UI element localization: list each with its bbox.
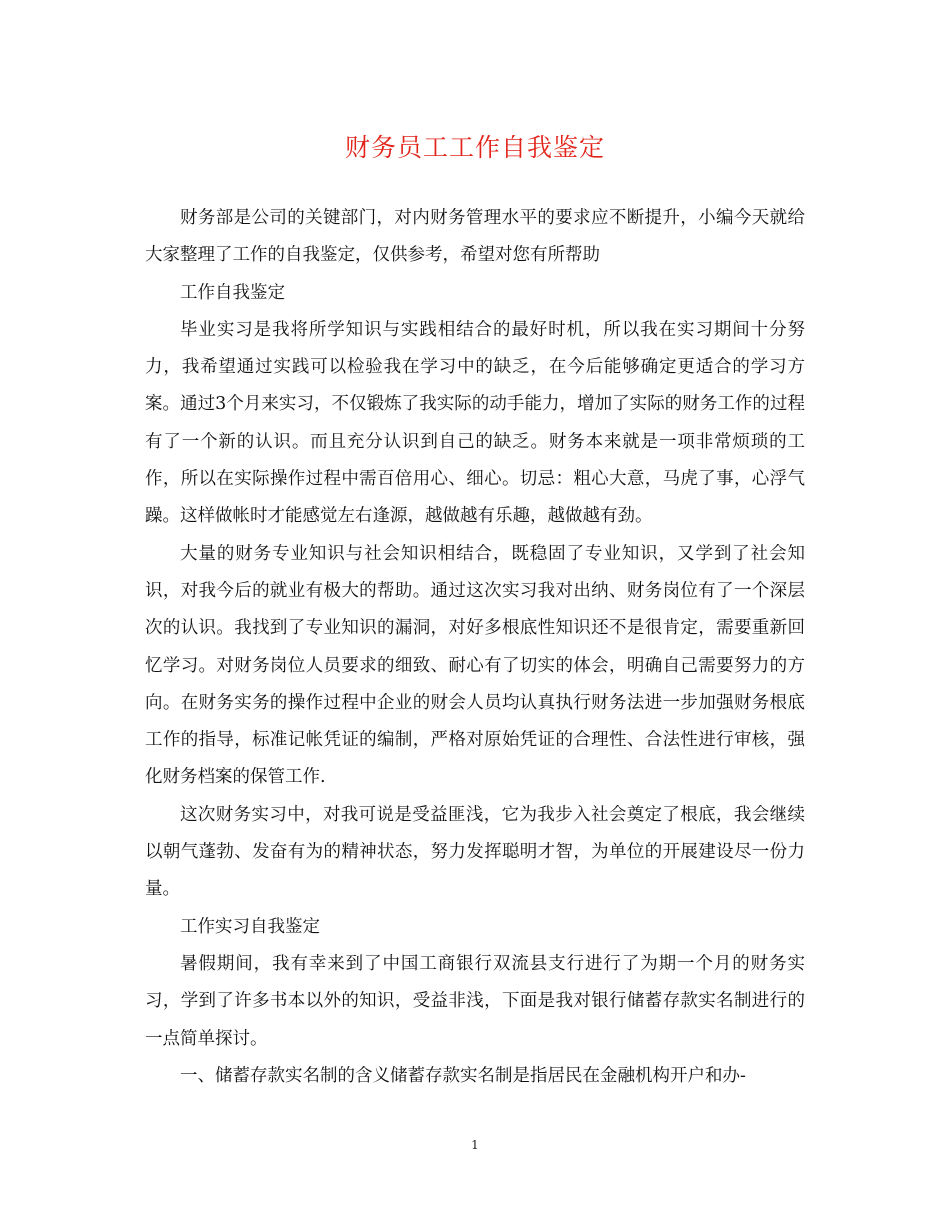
section-heading-internship-self-assessment: 工作实习自我鉴定 — [180, 916, 320, 937]
body-paragraph: 大量的财务专业知识与社会知识相结合，既稳固了专业知识，又学到了社会知识，对我今后的就业有极大的帮助。通过这次实习我对出纳、财务岗位有了一个深层次的认识。我找到了专业知识的漏洞，对好多根底性知识还不是很肯定，需要重新回忆学习。对财务岗位人员要求的细致、耐心有了切实的体会，明确自己需要努力的方向。在财务实务的操作过程中企业的财会人员均认真执行财务法进一步加强财务根底工作的指导，标准记帐凭证的编制，严格对原始凭证的合理性、合法性进行审核，强化财务档案的保管工作. — [145, 543, 805, 788]
body-paragraph: 这次财务实习中，对我可说是受益匪浅，它为我步入社会奠定了根底，我会继续以朝气蓬勃、发奋有为的精神状态，努力发挥聪明才智，为单位的开展建设尽一份力量。 — [145, 804, 805, 900]
document-title: 财务员工工作自我鉴定 — [344, 133, 605, 162]
document-body — [145, 200, 805, 1095]
body-paragraph: 一、储蓄存款实名制的含义储蓄存款实名制是指居民在金融机构开户和办- — [180, 1065, 746, 1086]
body-paragraph: 毕业实习是我将所学知识与实践相结合的最好时机，所以我在实习期间十分努力，我希望通过实践可以检验我在学习中的缺乏，在今后能够确定更适合的学习方案。通过3个月来实习，不仅锻炼了我实际的动手能力，增加了实际的财务工作的过程有了一个新的认识。而且充分认识到自己的缺乏。财务本来就是一项非常烦琐的工作，所以在实际操作过程中需百倍用心、细心。切忌：粗心大意，马虎了事，心浮气躁。这样做帐时才能感觉左右逢源，越做越有乐趣，越做越有劲。 — [145, 319, 805, 527]
intro-paragraph: 财务部是公司的关键部门，对内财务管理水平的要求应不断提升，小编今天就给大家整理了工作的自我鉴定，仅供参考，希望对您有所帮助 — [145, 208, 805, 266]
page-number: 1 — [471, 1138, 479, 1152]
body-paragraph: 暑假期间，我有幸来到了中国工商银行双流县支行进行了为期一个月的财务实习，学到了许多书本以外的知识，受益非浅，下面是我对银行储蓄存款实名制进行的一点简单探讨。 — [145, 953, 805, 1049]
section-heading-work-self-assessment: 工作自我鉴定 — [180, 282, 285, 303]
